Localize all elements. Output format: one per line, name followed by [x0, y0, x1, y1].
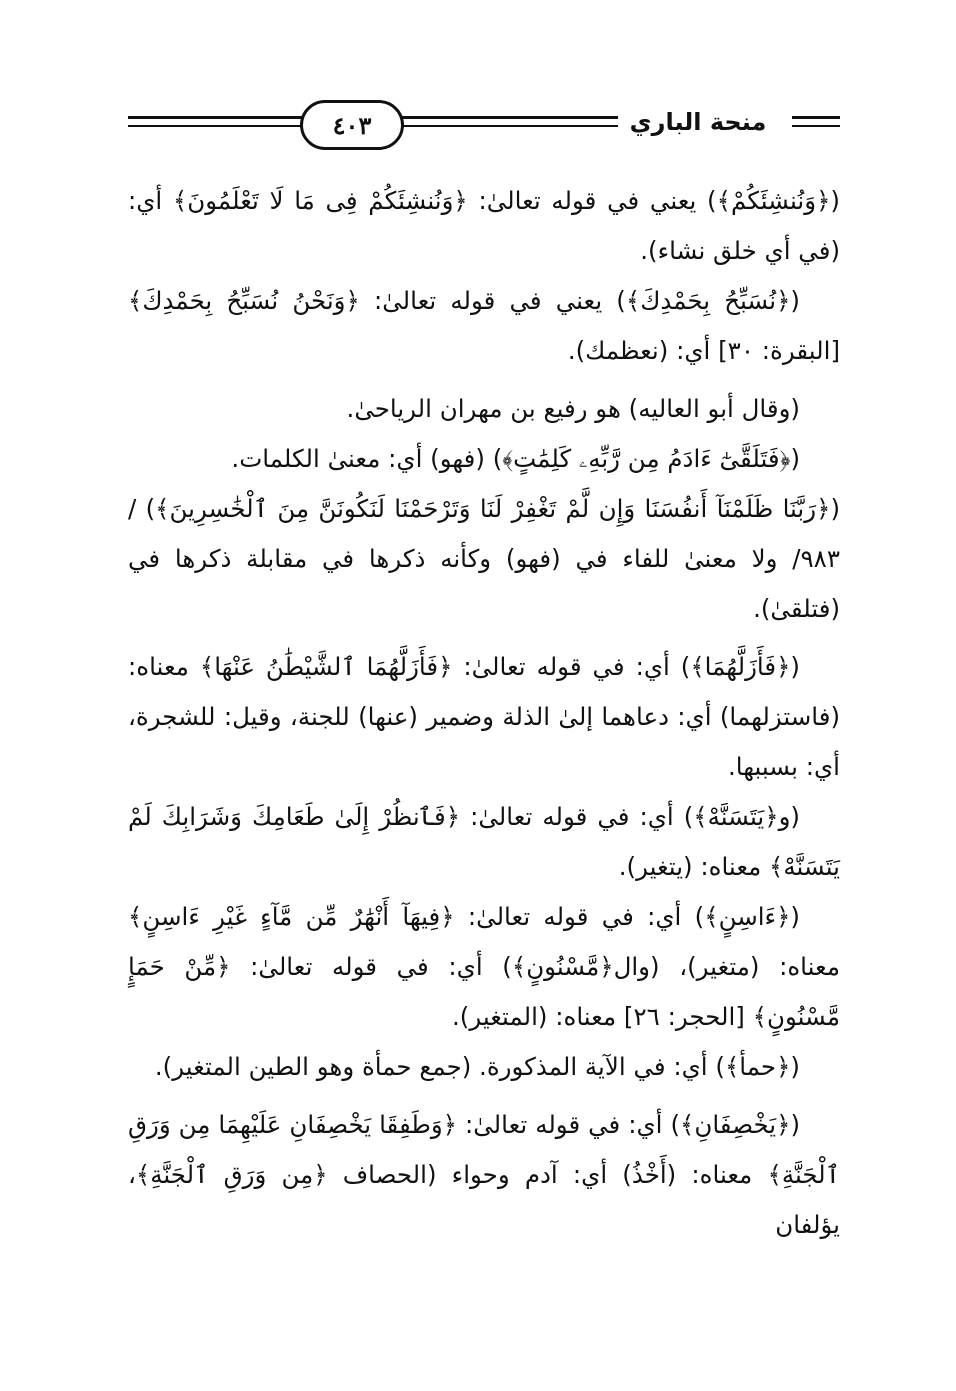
paragraph: (﴿يَخْصِفَانِ﴾) أي: في قوله تعالىٰ: ﴿وَطَفِقَا يَخْصِفَانِ عَلَيْهِمَا مِن وَرَقِ ٱلْجَنَّةِ﴾ معناه: (أَخْذُ) أي: آدم وحواء (الحصاف ﴿مِن وَرَقِ ٱلْجَنَّةِ﴾، يؤلفان [128, 1110, 840, 1239]
header-rule-right-top [792, 116, 840, 119]
paragraph: (و﴿يَتَسَنَّهْ﴾) أي: في قوله تعالىٰ: ﴿فَٱنظُرْ إِلَىٰ طَعَامِكَ وَشَرَابِكَ لَمْ يَتَسَنَّهْ﴾ معناه: (يتغير). [128, 802, 840, 881]
paragraph: (﴿رَبَّنَا ظَلَمْنَآ أَنفُسَنَا وَإِن لَّمْ تَغْفِرْ لَنَا وَتَرْحَمْنَا لَنَكُونَنَّ مِنَ ٱلْخَٰسِرِينَ﴾) /٩٨٣/ ولا معنىٰ للفاء في (فهو) وكأنه ذكرها في مقابلة ذكرها في (فتلقىٰ). [128, 494, 840, 623]
paragraph: (﴿ءَاسِنٍ﴾) أي: في قوله تعالىٰ: ﴿فِيهَآ أَنْهَٰرٌ مِّن مَّآءٍ غَيْرِ ءَاسِنٍ﴾ معناه: (متغير)، (وال﴿مَّسْنُونٍ﴾) أي: في قوله تعالىٰ: ﴿مِّنْ حَمَإٍ مَّسْنُونٍ﴾ [الحجر: ٢٦] معناه: (المتغير). [128, 902, 840, 1031]
header-rule-middle-bottom [396, 125, 622, 127]
book-title: منحة الباري [618, 102, 778, 142]
paragraph: (﴿فَتَلَقَّىٰٓ ءَادَمُ مِن رَّبِّهِۦ كَلِمَٰتٍ﴾) (فهو) أي: معنىٰ الكلمات. [231, 444, 800, 473]
paragraph: (﴿وَنُنشِئَكُمْ﴾) يعني في قوله تعالىٰ: ﴿وَنُنشِئَكُمْ فِى مَا لَا تَعْلَمُونَ﴾ أي: (في أي خلق نشاء). [128, 186, 840, 265]
header-rule-left-bottom [128, 125, 304, 127]
header-rule-middle-top [396, 116, 622, 119]
paragraph: (وقال أبو العاليه) هو رفيع بن مهران الرياحىٰ. [346, 394, 800, 423]
paragraph: (﴿حمأ﴾) أي: في الآية المذكورة. (جمع حمأة وهو الطين المتغير). [154, 1052, 800, 1081]
paragraph: (﴿فَأَزَلَّهُمَا﴾) أي: في قوله تعالىٰ: ﴿فَأَزَلَّهُمَا ٱلشَّيْطَٰنُ عَنْهَا﴾ معناه: (فاستزلهما) أي: دعاهما إلىٰ الذلة وضمير (عنها) للجنة، وقيل: للشجرة، أي: بسببها. [128, 652, 840, 781]
page-number: ٤٠٣ [300, 100, 404, 150]
header-rule-right-bottom [792, 125, 840, 127]
header-rule-left-top [128, 116, 304, 119]
page-body [128, 176, 840, 1250]
page-header [128, 92, 840, 162]
paragraph: (﴿نُسَبِّحُ بِحَمْدِكَ﴾) يعني في قوله تعالىٰ: ﴿وَنَحْنُ نُسَبِّحُ بِحَمْدِكَ﴾ [البقرة: ٣٠] أي: (نعظمك). [128, 286, 840, 365]
